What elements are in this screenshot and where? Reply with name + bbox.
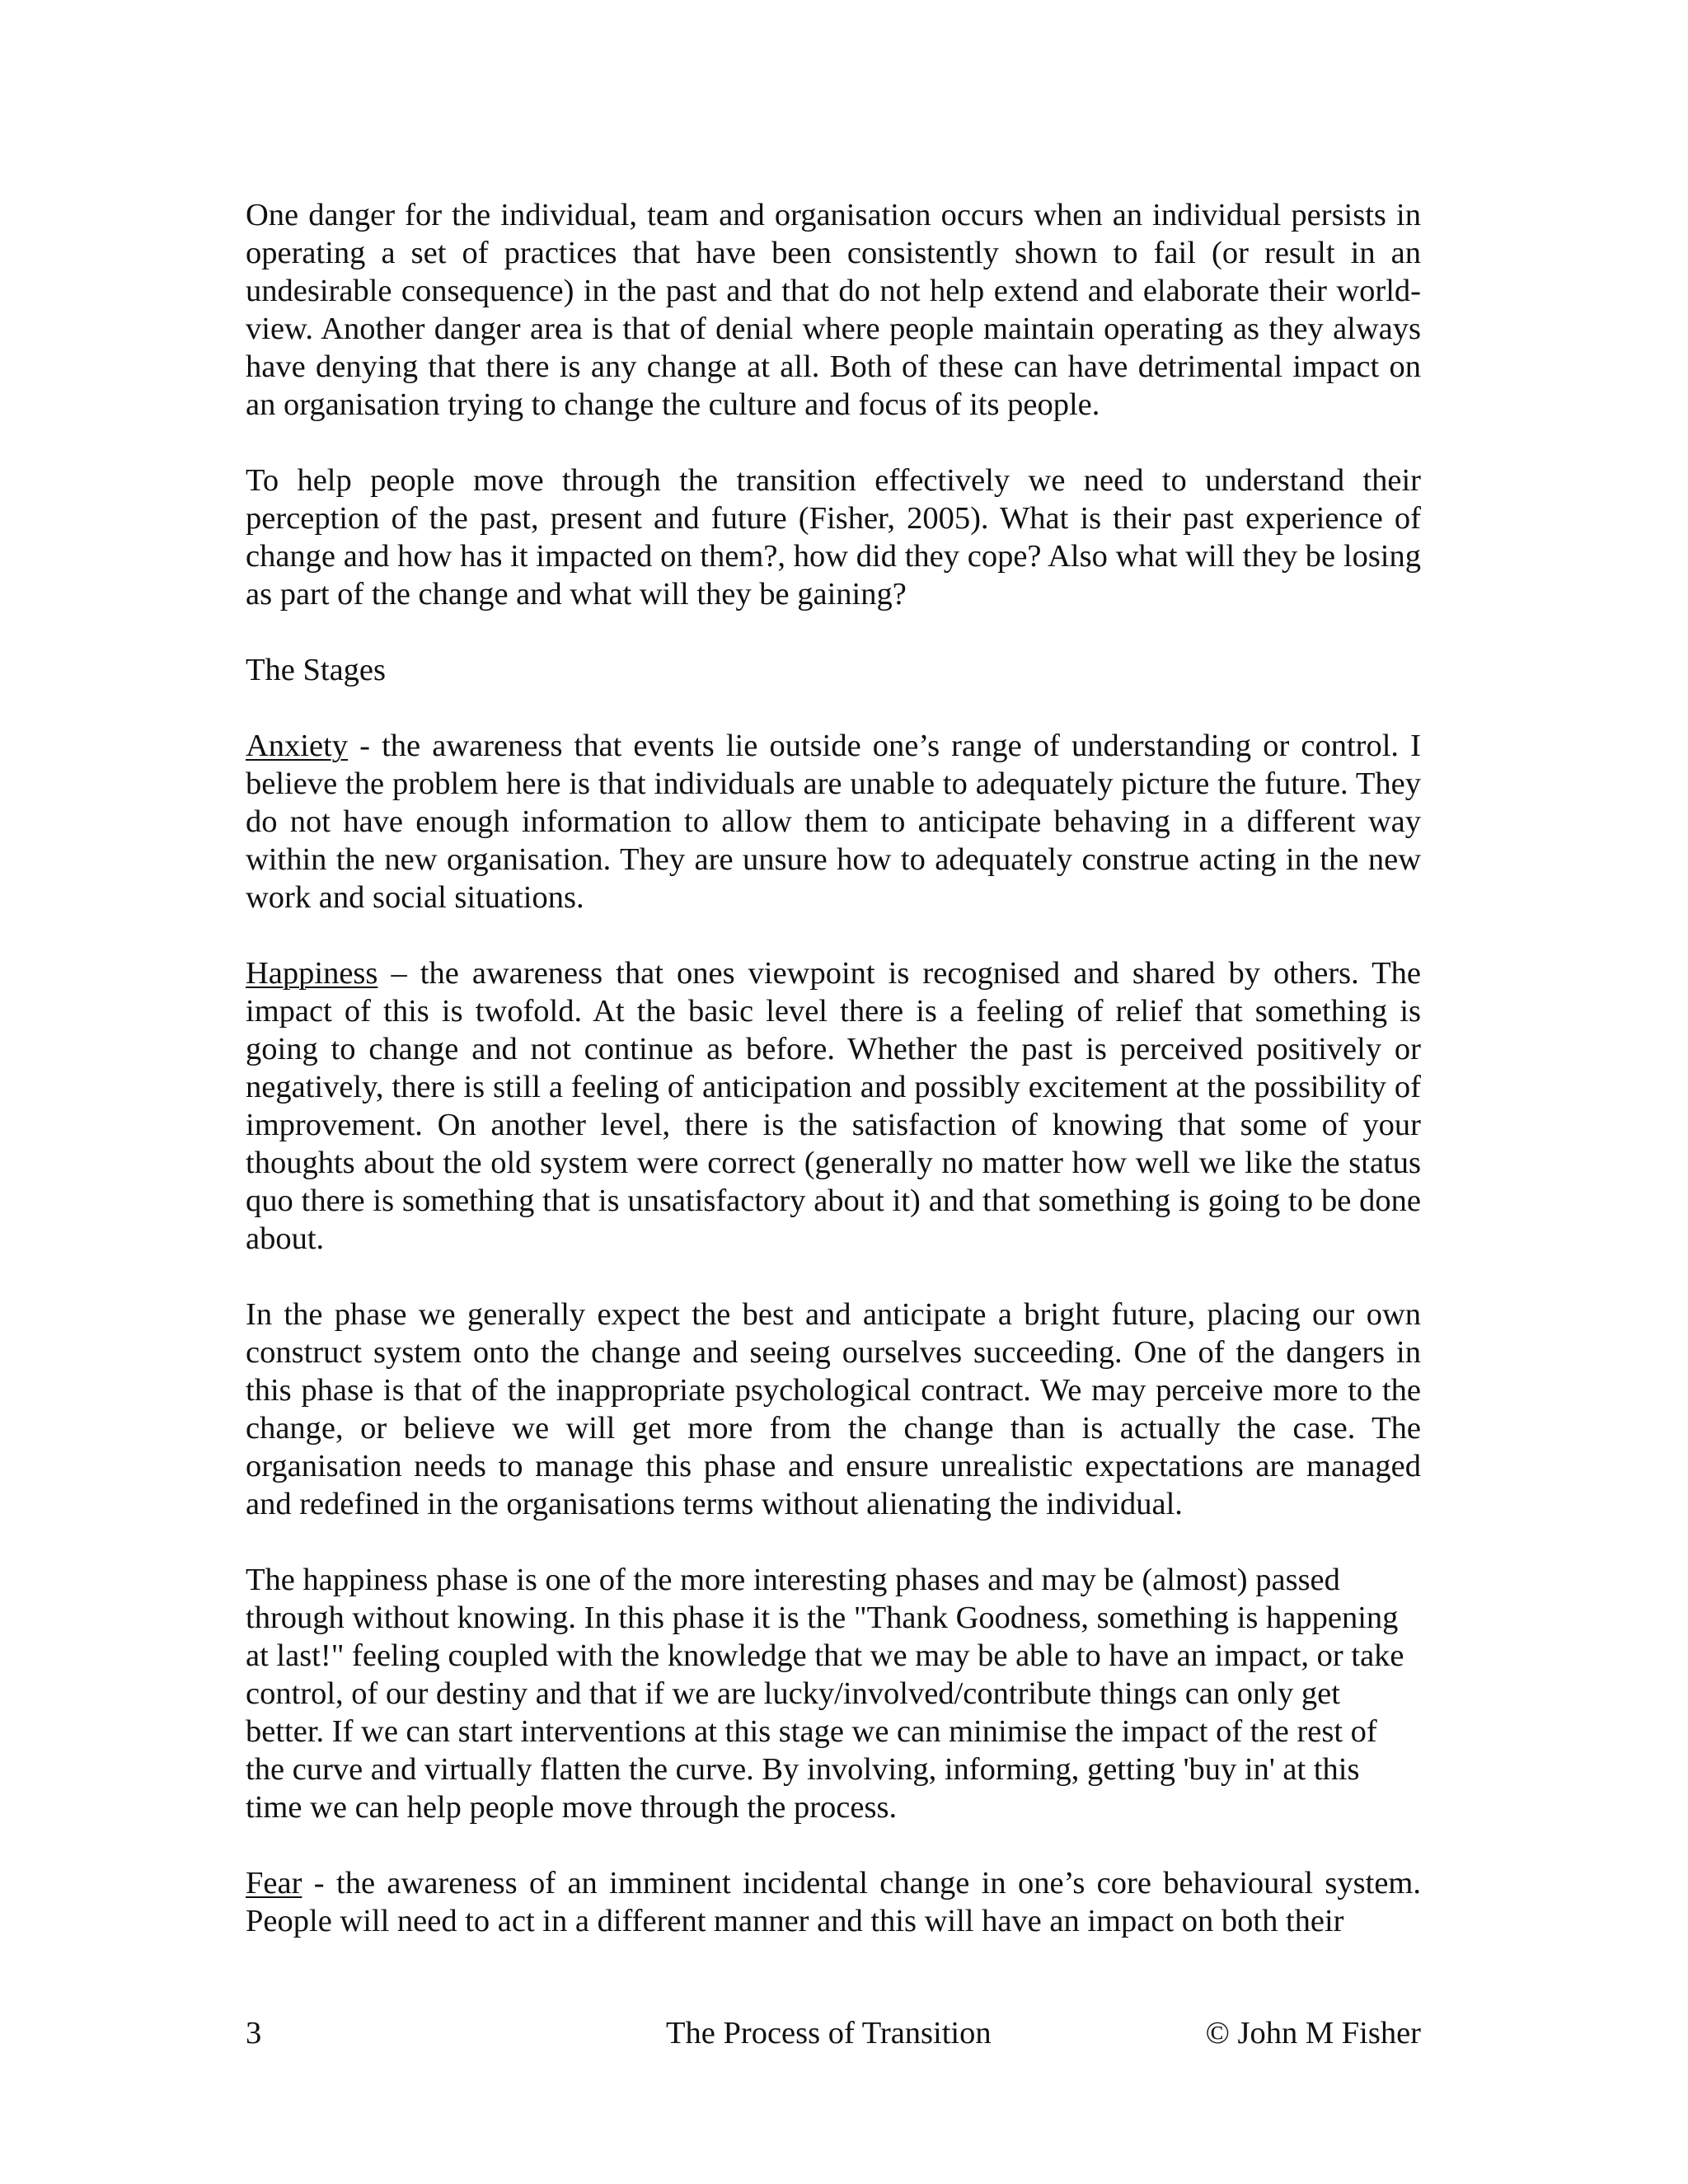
term-fear: Fear: [246, 1866, 302, 1900]
paragraph-happiness-phase: The happiness phase is one of the more interesting phases and may be (almost) passed through without knowing. In this phase it is the "Thank Goodness, something is happening at last!" feeling coupled with the knowledge that we may be able to have an impact, or take control, of our destiny and that if we are lucky/involved/contribute things can only get better. If we can start interventions at this stage we can minimise the impact of the rest of the curve and virtually flatten the curve. By involving, informing, getting 'buy in' at this time we can help people move through the process.: [246, 1563, 1404, 1825]
fear-definition: - the awareness of an imminent incidental change in one’s core behavioural system. People will need to act in a different manner and this will have an impact on both their: [246, 1866, 1421, 1938]
paragraph-dangers: One danger for the individual, team and organisation occurs when an individual persists in operating a set of practices that have been consistently shown to fail (or result in an undesirable consequence) in the past and that do not help extend and elaborate their world-view. Another danger area is that of denial where people maintain operating as they always have denying that there is any change at all. Both of these can have detrimental impact on an organisation trying to change the culture and focus of its people.: [246, 198, 1421, 422]
term-happiness: Happiness: [246, 956, 378, 991]
paragraph-happiness: [246, 954, 1421, 1258]
happiness-definition: – the awareness that ones viewpoint is recognised and shared by others. The impact of this is twofold. At the basic level there is a feeling of relief that something is going to change and not continue as before. Whether the past is perceived positively or negatively, there is still a feeling of anticipation and possibly excitement at the possibility of improvement. On another level, there is the satisfaction of knowing that some of your thoughts about the old system were correct (generally no matter how well we like the status quo there is something that is unsatisfactory about it) and that something is going to be done about.: [246, 956, 1421, 1256]
anxiety-definition: - the awareness that events lie outside one’s range of understanding or control. I believe the problem here is that individuals are unable to adequately picture the future. They do not have enough information to allow them to anticipate behaving in a different way within the new organisation. They are unsure how to adequately construe acting in the new work and social situations.: [246, 729, 1421, 915]
term-anxiety: Anxiety: [246, 729, 349, 763]
footer-document-title: The Process of Transition: [666, 2016, 992, 2050]
paragraph-fear: [246, 1864, 1421, 1940]
paragraph-anxiety: [246, 727, 1421, 916]
paragraph-phase-expectations: In the phase we generally expect the best and anticipate a bright future, placing our own construct system onto the change and seeing ourselves succeeding. One of the dangers in this phase is that of the inappropriate psychological contract. We may perceive more to the change, or believe we will get more from the change than is actually the case. The organisation needs to manage this phase and ensure unrealistic expectations are managed and redefined in the organisations terms without alienating the individual.: [246, 1297, 1421, 1521]
footer-copyright: © John M Fisher: [1205, 2016, 1421, 2050]
page-footer: [246, 2014, 1421, 2052]
paragraph-perception: To help people move through the transition effectively we need to understand their perception of the past, present and future (Fisher, 2005). What is their past experience of change and how has it impacted on them?, how did they cope? Also what will they be losing as part of the change and what will they be gaining?: [246, 463, 1421, 612]
section-heading-stages: The Stages: [246, 653, 386, 687]
document-page: [246, 196, 1421, 1978]
page-number: 3: [246, 2016, 262, 2050]
